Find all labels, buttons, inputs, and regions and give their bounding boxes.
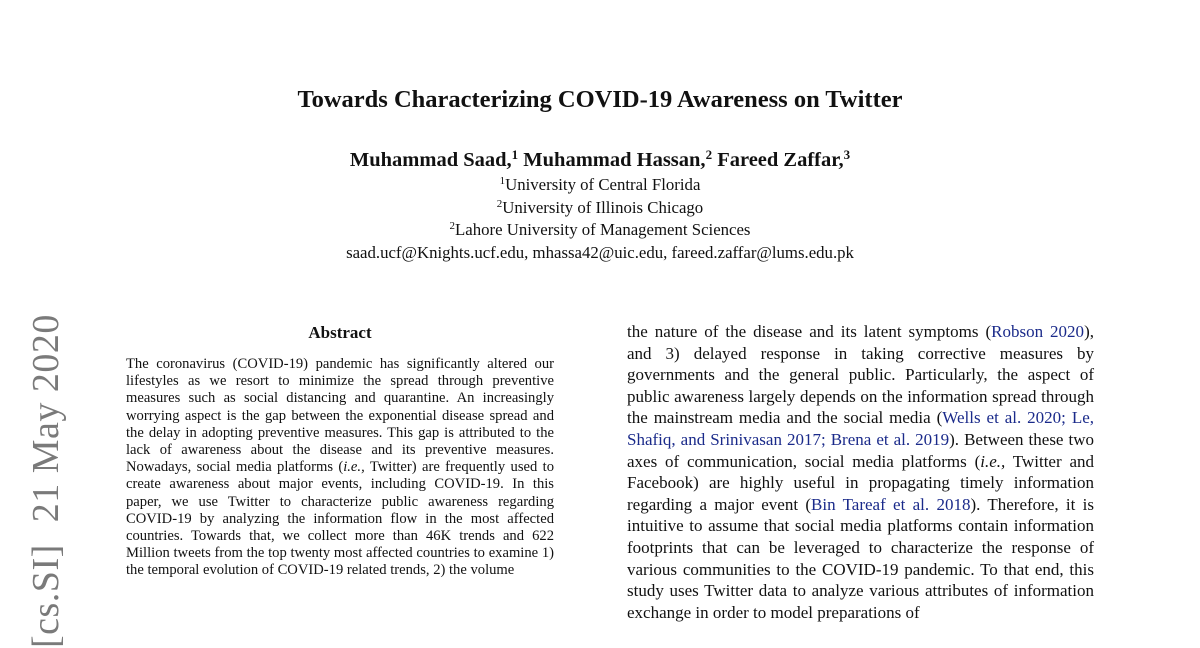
emphasis-text: i.e.,	[980, 451, 1006, 471]
arxiv-side-stamp	[22, 292, 70, 648]
citation-link[interactable]: Robson 2020	[991, 322, 1085, 341]
arxiv-category: [cs.SI]	[25, 544, 67, 648]
author-affiliation-mark: 3	[843, 147, 851, 162]
affiliation-mark: 2	[449, 220, 456, 232]
text-run: ), and 3) delayed response in taking corrective measures by governments and the general public. Particularly, the aspect of public awareness largely depends on the information spread through the mainstream media and the social media (	[627, 322, 1094, 428]
author-emails: saad.ucf@Knights.ucf.edu, mhassa42@uic.edu, fareed.zaffar@lums.edu.pk	[346, 243, 854, 262]
affiliation-line	[0, 219, 1200, 241]
affiliation-mark: 1	[499, 175, 506, 187]
abstract-body	[126, 356, 554, 580]
paper-title: Towards Characterizing COVID-19 Awareness on Twitter	[297, 86, 903, 113]
text-run: Twitter and Facebook) are highly useful in propagating timely information regarding a major event (	[627, 451, 1094, 514]
citation-link[interactable]: Wells et al. 2020; Le, Shafiq, and Srinivasan 2017; Brena et al. 2019	[627, 408, 1094, 449]
author-list	[0, 147, 1200, 173]
text-run: ). Between these two axes of communication, social media platforms (	[627, 429, 1094, 471]
citation-link[interactable]: Bin Tareaf et al. 2018	[811, 494, 971, 514]
affiliation-line	[0, 197, 1200, 219]
author-name: Muhammad Hassan,	[523, 149, 706, 171]
author-affiliation-mark: 1	[511, 147, 519, 162]
affiliation-mark: 2	[496, 198, 503, 210]
author-affiliation-mark: 2	[705, 147, 713, 162]
text-run: Twitter) are frequently used to create awareness about major events, including COVID-19. In this paper, we use Twitter to characterize public awareness regarding COVID-19 by analyzing the information flow in the most affected countries. Towards that, we collect more than 46K trends and 622 Million tweets from the top twenty most affected countries to examine 1) the temporal evolution of COVID-19 related trends, 2) the volume	[126, 459, 554, 579]
arxiv-date: 21 May 2020	[25, 314, 67, 523]
body-column-right	[627, 321, 1094, 623]
text-run: ). Therefore, it is intuitive to assume that social media platforms contain information footprints that can be leveraged to characterize the response of various communities to the COVID-19 pandemic. To that end, this study uses Twitter data to analyze various attributes of information exchange in order to model preparations of	[627, 494, 1095, 622]
affiliation-name: University of Central Florida	[505, 175, 701, 194]
text-run: The coronavirus (COVID-19) pandemic has significantly altered our lifestyles as we resort to minimize the spread through preventive measures such as social distancing and quarantine. An increasingly worrying aspect is the gap between the exponential disease spread and the delay in adopting preventive measures. This gap is attributed to the lack of awareness about the disease and its preventive measures. Nowadays, social media platforms (	[126, 356, 554, 476]
author-name: Muhammad Saad,	[349, 149, 512, 171]
abstract-heading: Abstract	[308, 323, 372, 342]
text-run: the nature of the disease and its latent symptoms (	[627, 322, 992, 341]
affiliation-name: University of Illinois Chicago	[502, 198, 704, 217]
author-name: Fareed Zaffar,	[717, 149, 844, 171]
affiliation-line	[0, 174, 1200, 196]
emphasis-text: i.e.,	[343, 459, 365, 476]
affiliation-name: Lahore University of Management Sciences	[455, 220, 751, 239]
